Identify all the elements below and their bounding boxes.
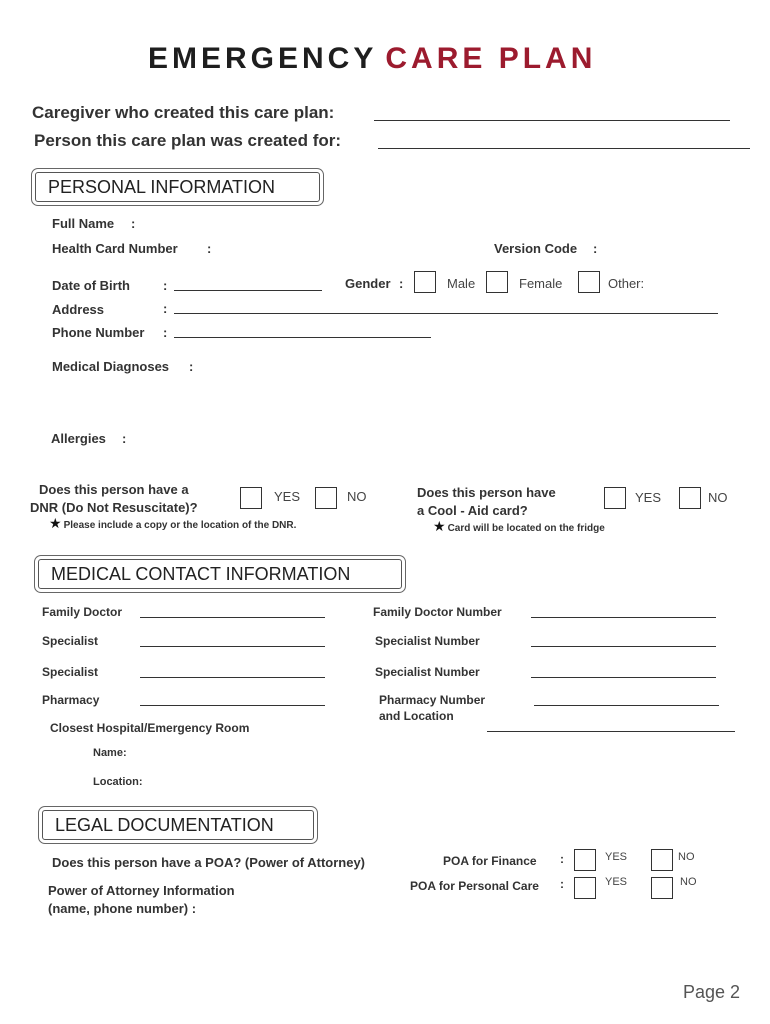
pharmacy-number-field[interactable] <box>534 705 719 706</box>
pharmacy-label: Pharmacy <box>42 693 100 707</box>
version-code-colon: : <box>593 241 598 256</box>
poa-personal-yes-checkbox[interactable] <box>574 877 596 899</box>
dnr-question-line1: Does this person have a <box>39 482 189 497</box>
section-medical-contact: MEDICAL CONTACT INFORMATION <box>38 559 402 589</box>
poa-finance-yes-label: YES <box>605 851 628 863</box>
poa-question: Does this person have a POA? (Power of Attorney) <box>52 855 366 870</box>
poa-finance-label: POA for Finance <box>443 854 537 868</box>
hospital-name-label: Name: <box>93 747 127 759</box>
hospital-label: Closest Hospital/Emergency Room <box>50 721 250 735</box>
person-field[interactable] <box>378 148 750 149</box>
poa-finance-no-label: NO <box>678 851 695 863</box>
gender-female-checkbox[interactable] <box>486 271 508 293</box>
coolaid-note <box>433 518 605 536</box>
diagnoses-label: Medical Diagnoses <box>52 359 170 374</box>
gender-male-checkbox[interactable] <box>414 271 436 293</box>
pharmacy-number-label-2: and Location <box>379 709 454 723</box>
poa-finance-colon: : <box>560 852 564 866</box>
health-card-colon: : <box>207 241 212 256</box>
address-colon: : <box>163 301 168 316</box>
phone-colon: : <box>163 325 168 340</box>
allergies-label: Allergies <box>51 431 106 446</box>
dnr-no-label: NO <box>347 489 367 504</box>
poa-personal-label: POA for Personal Care <box>410 879 539 893</box>
dnr-yes-label: YES <box>274 489 301 504</box>
specialist-1-number-label: Specialist Number <box>375 634 480 648</box>
dnr-no-checkbox[interactable] <box>315 487 337 509</box>
dnr-note-text: Please include a copy or the location of the DNR. <box>63 520 297 531</box>
page-number: Page 2 <box>683 982 741 1002</box>
hospital-location-label: Location: <box>93 776 143 788</box>
pharmacy-number-label-1: Pharmacy Number <box>379 693 486 707</box>
dob-field[interactable] <box>174 290 322 291</box>
star-icon: ★ <box>49 515 62 531</box>
poa-info-label-2: (name, phone number) : <box>48 901 197 916</box>
dnr-question-line2: DNR (Do Not Resuscitate)? <box>30 500 198 515</box>
coolaid-yes-checkbox[interactable] <box>604 487 626 509</box>
phone-label: Phone Number <box>52 325 145 340</box>
gender-colon: : <box>399 276 404 291</box>
dnr-yes-checkbox[interactable] <box>240 487 262 509</box>
allergies-colon: : <box>122 431 127 446</box>
specialist-1-field[interactable] <box>140 646 325 647</box>
family-doctor-field[interactable] <box>140 617 325 618</box>
coolaid-no-label: NO <box>708 490 728 505</box>
specialist-1-number-field[interactable] <box>531 646 716 647</box>
poa-personal-no-label: NO <box>680 876 697 888</box>
star-icon: ★ <box>433 518 446 534</box>
title-part-emergency: EMERGENCY <box>148 42 378 75</box>
dob-label: Date of Birth <box>52 278 130 293</box>
page-title <box>148 42 596 76</box>
section-personal-information: PERSONAL INFORMATION <box>35 172 320 202</box>
person-label: Person this care plan was created for: <box>34 131 342 150</box>
coolaid-note-text: Card will be located on the fridge <box>447 523 605 534</box>
diagnoses-colon: : <box>189 359 194 374</box>
phone-field[interactable] <box>174 337 431 338</box>
poa-finance-no-checkbox[interactable] <box>651 849 673 871</box>
caregiver-field[interactable] <box>374 120 730 121</box>
specialist-2-label: Specialist <box>42 665 99 679</box>
poa-personal-no-checkbox[interactable] <box>651 877 673 899</box>
full-name-label: Full Name <box>52 216 115 231</box>
specialist-2-field[interactable] <box>140 677 325 678</box>
dnr-note <box>49 515 296 533</box>
coolaid-question-line1: Does this person have <box>417 485 556 500</box>
specialist-2-number-label: Specialist Number <box>375 665 480 679</box>
specialist-2-number-field[interactable] <box>531 677 716 678</box>
address-label: Address <box>52 302 105 317</box>
gender-other-label: Other: <box>608 276 645 291</box>
poa-finance-yes-checkbox[interactable] <box>574 849 596 871</box>
gender-other-checkbox[interactable] <box>578 271 600 293</box>
gender-label: Gender <box>345 276 391 291</box>
poa-personal-colon: : <box>560 877 564 891</box>
specialist-1-label: Specialist <box>42 634 99 648</box>
dob-colon: : <box>163 278 168 293</box>
address-field[interactable] <box>174 313 718 314</box>
full-name-colon: : <box>131 216 136 231</box>
title-part-care-plan: CARE PLAN <box>385 42 597 75</box>
coolaid-yes-label: YES <box>635 490 662 505</box>
gender-male-label: Male <box>447 276 476 291</box>
section-legal-documentation: LEGAL DOCUMENTATION <box>42 810 314 840</box>
coolaid-question-line2: a Cool - Aid card? <box>417 503 528 518</box>
pharmacy-location-field[interactable] <box>487 731 735 732</box>
health-card-label: Health Card Number <box>52 241 178 256</box>
family-doctor-number-label: Family Doctor Number <box>373 605 502 619</box>
version-code-label: Version Code <box>494 241 578 256</box>
caregiver-label: Caregiver who created this care plan: <box>32 103 335 122</box>
poa-personal-yes-label: YES <box>605 876 628 888</box>
family-doctor-number-field[interactable] <box>531 617 716 618</box>
family-doctor-label: Family Doctor <box>42 605 123 619</box>
pharmacy-field[interactable] <box>140 705 325 706</box>
coolaid-no-checkbox[interactable] <box>679 487 701 509</box>
gender-female-label: Female <box>519 276 563 291</box>
poa-info-label-1: Power of Attorney Information <box>48 883 235 898</box>
